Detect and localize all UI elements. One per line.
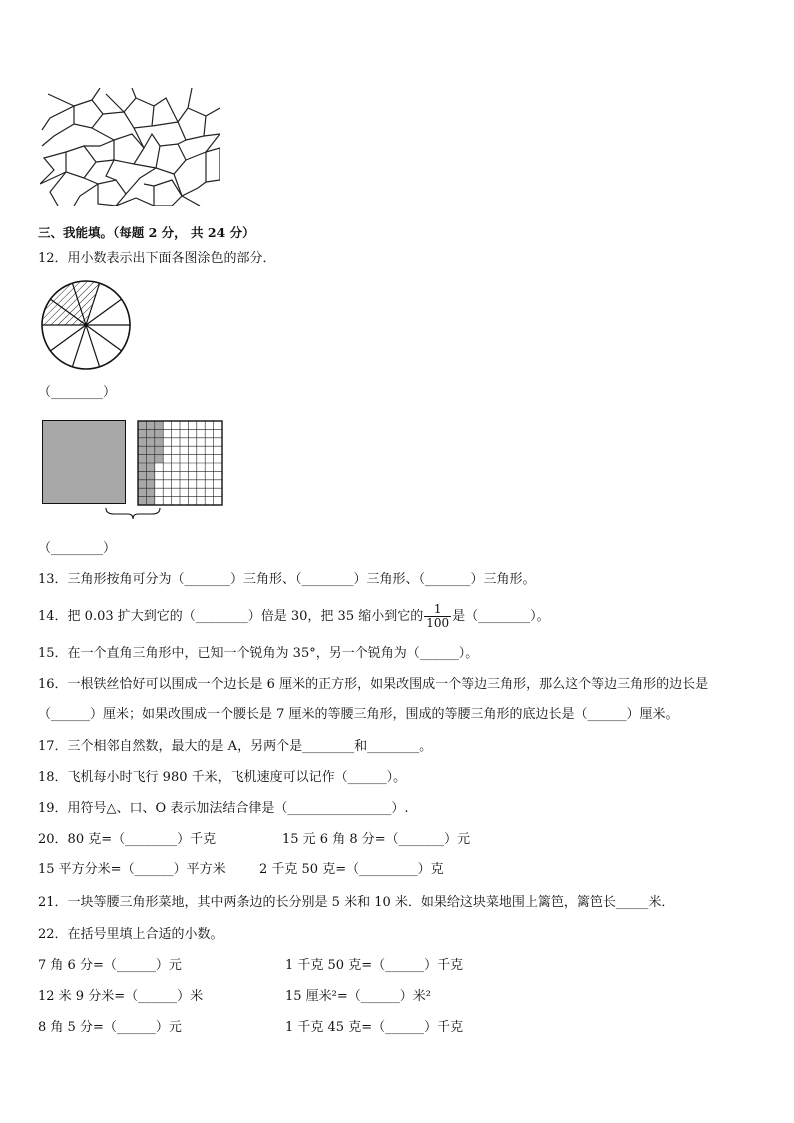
question-20-d: 2 千克 50 克=（_________）克 — [259, 862, 444, 877]
question-13: 13．三角形按角可分为（_______）三角形、（________）三角形、（_______）三角形。 — [38, 572, 536, 587]
answer-blank-12-1[interactable]: （________） — [38, 385, 117, 400]
question-20-c: 15 平方分米=（______）平方米 — [38, 862, 226, 877]
question-21: 21．一块等腰三角形菜地，其中两条边的长分别是 5 米和 10 米．如果给这块菜地围上篱笆，篱笆长_____米． — [38, 895, 675, 910]
shaded-sector — [42, 281, 100, 325]
shaded-square-figure — [42, 420, 126, 504]
question-22-item: 8 角 5 分=（______）元 — [38, 1020, 182, 1035]
question-16-line1: 16．一根铁丝恰好可以围成一个边长是 6 厘米的正方形，如果改围成一个等边三角形，那么这个等边三角形的边长是 — [38, 677, 709, 692]
question-22-item: 1 千克 50 克=（______）千克 — [285, 958, 464, 973]
question-16-line2: （______）厘米；如果改围成一个腰长是 7 厘米的等腰三角形，围成的等腰三角形的底边长是（______）厘米。 — [38, 707, 679, 722]
question-20-b: 15 元 6 角 8 分=（_______）元 — [282, 832, 471, 847]
question-14-part1: 14．把 0.03 扩大到它的（________）倍是 30，把 35 缩小到它的 — [38, 609, 424, 624]
question-22-item: 1 千克 45 克=（______）千克 — [285, 1020, 464, 1035]
section-3-title: 三、我能填。（每题 2 分， 共 24 分） — [38, 225, 255, 240]
answer-blank-12-2[interactable]: （________） — [38, 541, 117, 556]
question-22-item: 12 米 9 分米=（______）米 — [38, 989, 204, 1004]
star-pentagon-tessellation-figure — [40, 88, 220, 206]
question-18: 18．飞机每小时飞行 980 千米，飞机速度可以记作（______）。 — [38, 770, 407, 785]
hundred-grid-figure — [137, 420, 223, 506]
question-22-item: 7 角 6 分=（______）元 — [38, 958, 182, 973]
question-22-item: 15 厘米²=（______）米² — [285, 989, 431, 1004]
question-17: 17．三个相邻自然数，最大的是 A，另两个是________和________。 — [38, 739, 433, 754]
question-15: 15．在一个直角三角形中，已知一个锐角为 35°，另一个锐角为（______）。 — [38, 646, 479, 661]
question-14 — [38, 602, 550, 632]
circle-fraction-figure — [40, 279, 132, 371]
question-20-a: 20．80 克=（________）千克 — [38, 832, 217, 847]
question-14-part2: 是（________）。 — [452, 609, 550, 624]
brace-mark — [104, 506, 162, 520]
question-19: 19．用符号△、口、O 表示加法结合律是（________________）. — [38, 801, 409, 816]
question-12: 12．用小数表示出下面各图涂色的部分． — [38, 251, 276, 266]
question-22: 22．在括号里填上合适的小数。 — [38, 927, 224, 942]
fraction-one-hundredth: $\frac{1}{100}$ — [426, 602, 450, 630]
